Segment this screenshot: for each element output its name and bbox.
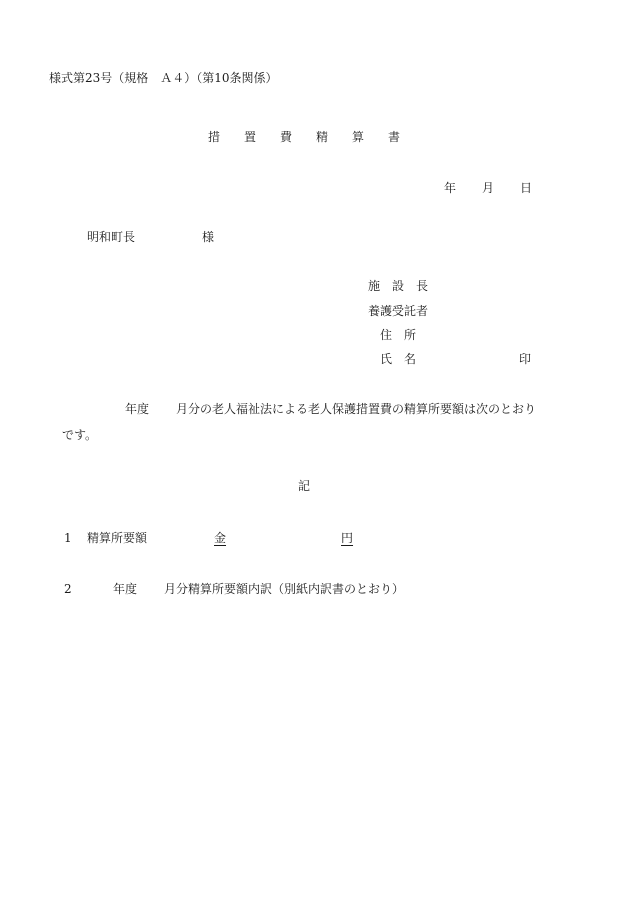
sender-contractor: 養護受託者 bbox=[368, 304, 429, 318]
title-char: 費 bbox=[280, 130, 293, 144]
item-2-number: 2 bbox=[64, 582, 72, 596]
date-year: 年 bbox=[444, 181, 457, 195]
item-1-number: 1 bbox=[64, 531, 72, 545]
title-char: 精 bbox=[316, 130, 329, 144]
amount-suffix: 円 bbox=[341, 531, 354, 545]
item-1-label: 精算所要額 bbox=[87, 531, 148, 545]
body-fiscal-year: 年度 bbox=[125, 402, 150, 416]
item-2-text: 月分精算所要額内訳（別紙内訳書のとおり） bbox=[164, 582, 405, 596]
item-1-amount bbox=[214, 531, 353, 545]
title-char: 措 bbox=[208, 130, 221, 144]
date-month: 月 bbox=[482, 181, 495, 195]
item-2-fiscal-year: 年度 bbox=[113, 582, 138, 596]
sender-name-label: 氏 名 bbox=[380, 352, 417, 366]
sender-facility-head: 施 設 長 bbox=[368, 279, 429, 293]
date-day: 日 bbox=[520, 181, 533, 195]
title-char: 書 bbox=[388, 130, 401, 144]
seal-mark: 印 bbox=[519, 352, 532, 366]
title-char: 置 bbox=[244, 130, 257, 144]
title-char: 算 bbox=[352, 130, 365, 144]
body-line-2: です。 bbox=[62, 428, 98, 442]
form-header: 様式第23号（規格 Ａ４）（第10条関係） bbox=[49, 71, 278, 85]
sender-address-label: 住 所 bbox=[380, 328, 417, 342]
amount-prefix: 金 bbox=[214, 531, 227, 545]
addressee-honorific: 様 bbox=[202, 230, 215, 244]
ki-heading: 記 bbox=[298, 479, 311, 493]
body-line-1: 月分の老人福祉法による老人保護措置費の精算所要額は次のとおり bbox=[176, 402, 537, 416]
addressee-name: 明和町長 bbox=[87, 230, 136, 244]
